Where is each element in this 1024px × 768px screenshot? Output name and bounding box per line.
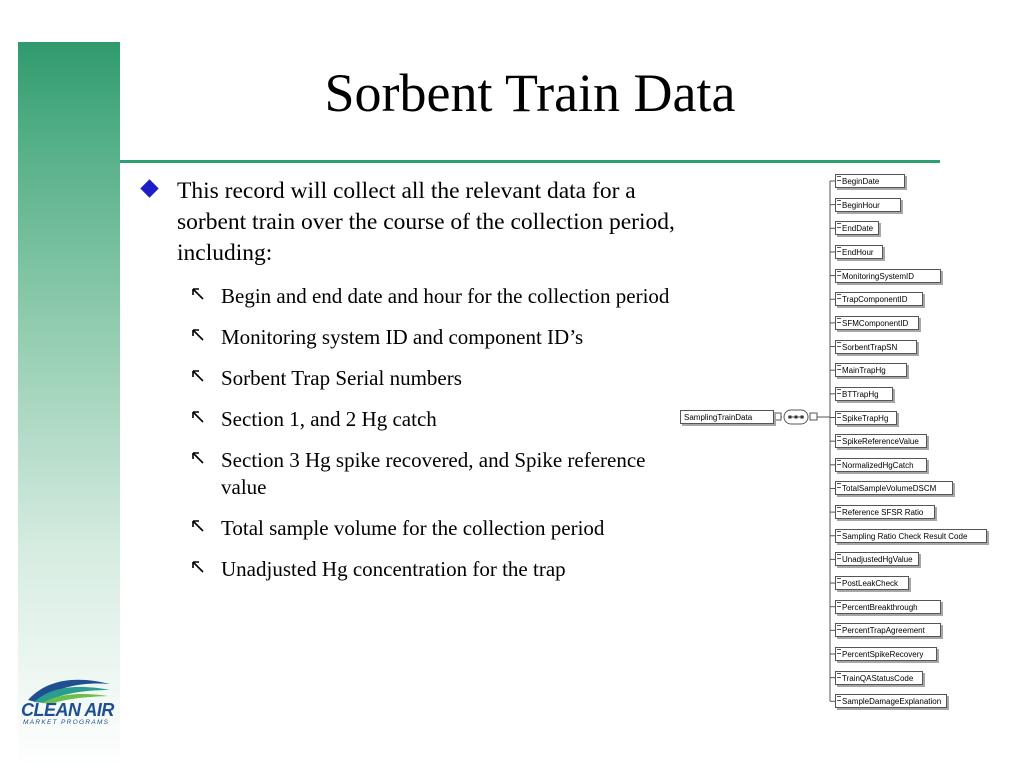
sub-bullet <box>140 365 680 392</box>
sub-bullet-list <box>140 283 680 583</box>
diamond-bullet-icon <box>140 179 158 197</box>
schema-field-box <box>835 623 941 637</box>
sub-bullet-text: Section 1, and 2 Hg catch <box>221 407 437 431</box>
element-icon <box>837 602 841 607</box>
schema-field-label: MonitoringSystemID <box>842 271 915 281</box>
element-icon <box>837 247 841 252</box>
schema-field-box <box>835 505 935 519</box>
sub-bullet <box>140 406 680 433</box>
schema-field-box <box>835 458 927 472</box>
schema-field-label: BeginDate <box>842 177 880 186</box>
decorative-side-bar <box>18 42 120 768</box>
schema-field-label: TrapComponentID <box>842 295 908 305</box>
schema-field-label: SFMComponentID <box>842 318 909 328</box>
element-icon <box>837 365 841 370</box>
schema-field-box <box>835 694 947 708</box>
element-icon <box>837 649 841 654</box>
schema-field-label: SpikeReferenceValue <box>842 437 919 447</box>
schema-field-label: UnadjustedHgValue <box>842 555 913 565</box>
sub-bullet-text: Sorbent Trap Serial numbers <box>221 366 462 390</box>
schema-field-box <box>835 481 953 495</box>
schema-field-box <box>835 198 901 212</box>
expand-icon <box>774 413 781 420</box>
clean-air-logo <box>18 672 118 732</box>
element-icon <box>837 389 841 394</box>
sub-bullet <box>140 556 680 583</box>
element-icon <box>837 673 841 678</box>
element-icon <box>837 696 841 701</box>
schema-field-box <box>835 316 919 330</box>
sub-bullet-text: Total sample volume for the collection period <box>221 516 605 540</box>
sequence-dot <box>789 416 792 419</box>
arrow-bullet-icon <box>191 287 205 301</box>
element-icon <box>837 460 841 465</box>
slide-title: Sorbent Train Data <box>324 63 736 123</box>
schema-field-box <box>835 387 893 401</box>
schema-field-label: TrainQAStatusCode <box>842 673 914 683</box>
element-icon <box>837 436 841 441</box>
schema-field-label: SampleDamageExplanation <box>842 697 942 707</box>
sequence-dot <box>795 416 798 419</box>
sub-bullet <box>140 283 680 310</box>
schema-field-box <box>835 363 907 377</box>
element-icon <box>837 554 841 559</box>
element-icon <box>837 271 841 276</box>
schema-field-box <box>835 174 905 188</box>
xml-schema-diagram <box>670 160 1020 730</box>
element-icon <box>837 294 841 299</box>
schema-field-label: EndHour <box>842 247 874 257</box>
arrow-bullet-icon <box>191 369 205 383</box>
element-icon <box>837 625 841 630</box>
arrow-bullet-icon <box>191 519 205 533</box>
schema-field-box <box>835 221 879 235</box>
sub-bullet <box>140 515 680 542</box>
schema-field-label: EndDate <box>842 224 874 234</box>
schema-field-box <box>835 411 897 425</box>
schema-field-box <box>835 340 917 354</box>
schema-field-label: SorbentTrapSN <box>842 342 898 352</box>
schema-field-label: Reference SFSR Ratio <box>842 508 924 518</box>
schema-field-label: PercentSpikeRecovery <box>842 650 924 659</box>
schema-field-label: NormalizedHgCatch <box>842 460 914 470</box>
schema-field-label: PostLeakCheck <box>842 579 899 589</box>
element-icon <box>837 318 841 323</box>
schema-field-box <box>835 671 923 685</box>
schema-field-label: MainTrapHg <box>842 366 886 376</box>
element-icon <box>837 578 841 583</box>
root-element-label: SamplingTrainData <box>684 413 753 422</box>
schema-field-box <box>835 600 941 614</box>
element-icon <box>837 176 841 181</box>
schema-field-box <box>835 269 941 283</box>
root-element-box <box>680 410 774 424</box>
collapse-icon <box>810 413 817 420</box>
arrow-bullet-icon <box>191 560 205 574</box>
element-icon <box>837 223 841 228</box>
sequence-dot <box>801 416 804 419</box>
element-icon <box>837 200 841 205</box>
schema-field-label: BeginHour <box>842 200 880 210</box>
schema-field-box <box>835 434 927 448</box>
main-bullet-text: This record will collect all the relevant data for a sorbent train over the course of the collection period, including: <box>177 178 675 266</box>
sub-bullet-text: Unadjusted Hg concentration for the trap <box>221 557 566 581</box>
schema-field-box <box>835 576 909 590</box>
schema-field-label: Sampling Ratio Check Result Code <box>842 531 968 541</box>
element-icon <box>837 483 841 488</box>
main-bullet <box>140 176 680 269</box>
element-icon <box>837 507 841 512</box>
schema-field-label: PercentBreakthrough <box>842 602 918 612</box>
schema-field-label: PercentTrapAgreement <box>842 626 925 636</box>
logo-subtitle: MARKET PROGRAMS <box>23 719 110 726</box>
arrow-bullet-icon <box>191 328 205 342</box>
sub-bullet-text: Begin and end date and hour for the collection period <box>221 284 670 308</box>
schema-field-label: TotalSampleVolumeDSCM <box>842 484 937 494</box>
schema-field-box <box>835 245 883 259</box>
bullet-list <box>140 176 680 597</box>
schema-field-box <box>835 529 987 543</box>
element-icon <box>837 413 841 418</box>
sub-bullet-text: Monitoring system ID and component ID’s <box>221 325 584 349</box>
schema-field-label: SpikeTrapHg <box>842 413 889 423</box>
arrow-bullet-icon <box>191 410 205 424</box>
logo-name: CLEAN AIR <box>21 700 114 720</box>
schema-field-box <box>835 552 919 566</box>
sub-bullet-text: Section 3 Hg spike recovered, and Spike reference value <box>221 448 646 499</box>
arrow-bullet-icon <box>191 451 205 465</box>
schema-field-box <box>835 292 923 306</box>
element-icon <box>837 531 841 536</box>
sub-bullet <box>140 447 680 501</box>
schema-field-box <box>835 647 937 661</box>
sub-bullet <box>140 324 680 351</box>
schema-field-label: BTTrapHg <box>842 389 879 399</box>
element-icon <box>837 342 841 347</box>
